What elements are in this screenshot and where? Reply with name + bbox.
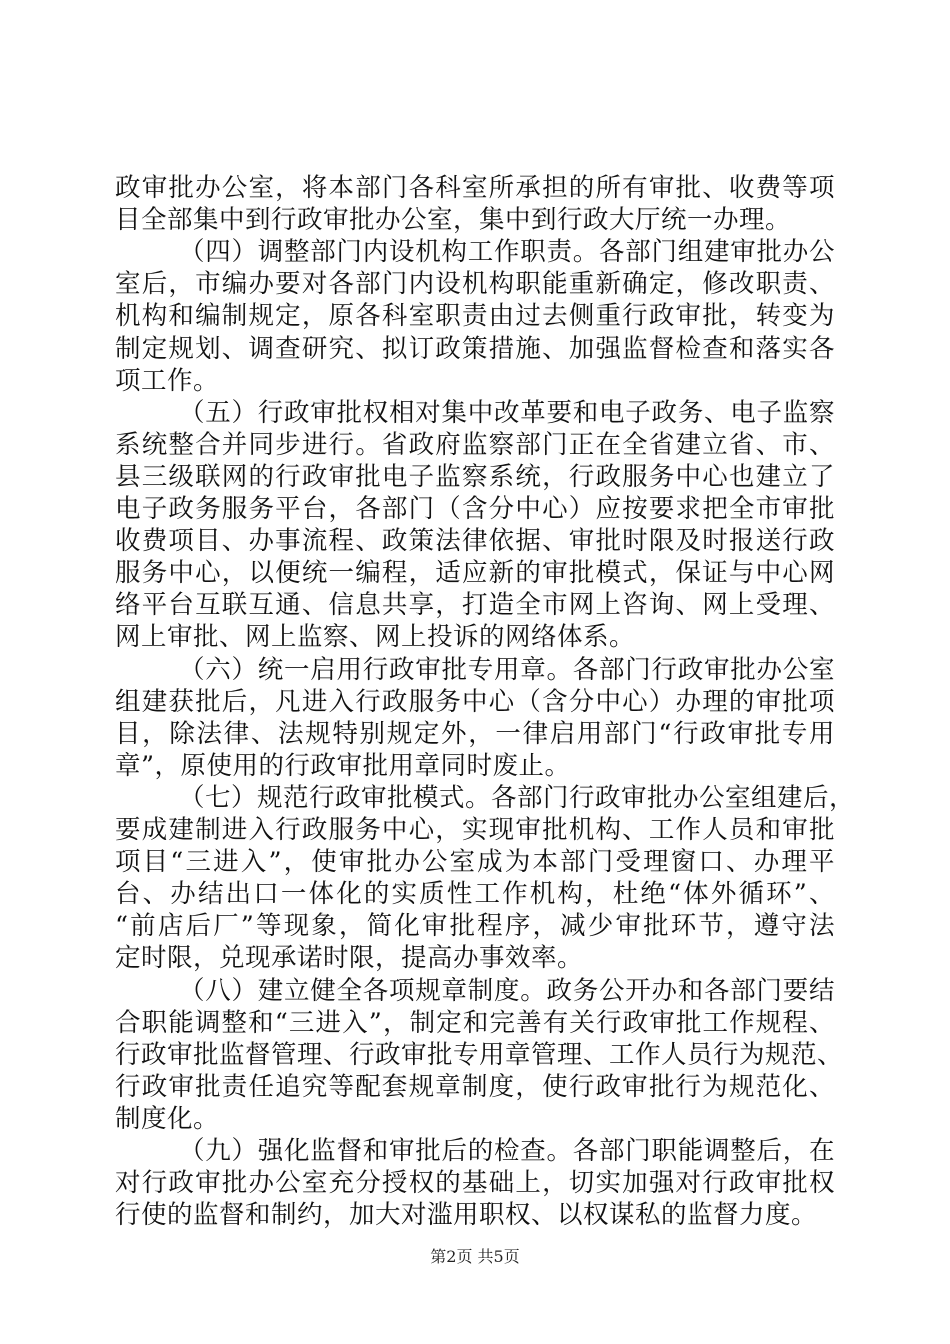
text-line: 县三级联网的行政审批电子监察系统，行政服务中心也建立了 bbox=[115, 461, 835, 492]
text-line: 对行政审批办公室充分授权的基础上，切实加强对行政审批权 bbox=[115, 1168, 835, 1199]
text-line: 制定规划、调查研究、拟订政策措施、加强监督检查和落实各 bbox=[115, 333, 835, 364]
text-line: 系统整合并同步进行。省政府监察部门正在全省建立省、市、 bbox=[115, 429, 835, 460]
text-line: （五）行政审批权相对集中改革要和电子政务、电子监察 bbox=[179, 397, 835, 428]
text-line: 行政审批责任追究等配套规章制度，使行政审批行为规范化、 bbox=[115, 1071, 835, 1102]
text-line: 行政审批监督管理、行政审批专用章管理、工作人员行为规范、 bbox=[115, 1039, 844, 1070]
text-line: （六）统一启用行政审批专用章。各部门行政审批办公室 bbox=[179, 654, 835, 685]
text-line: 项工作。 bbox=[115, 365, 220, 396]
text-line: 合职能调整和“三进入”，制定和完善有关行政审批工作规程、 bbox=[115, 1007, 835, 1038]
text-line: 项目“三进入”，使审批办公室成为本部门受理窗口、办理平 bbox=[115, 847, 835, 878]
text-line: 电子政务服务平台，各部门（含分中心）应按要求把全市审批 bbox=[115, 494, 835, 524]
text-line: 定时限，兑现承诺时限，提高办事效率。 bbox=[115, 943, 584, 974]
text-line: 机构和编制规定，原各科室职责由过去侧重行政审批，转变为 bbox=[115, 301, 835, 332]
text-line: （九）强化监督和审批后的检查。各部门职能调整后，在 bbox=[179, 1136, 835, 1166]
text-line: （八）建立健全各项规章制度。政务公开办和各部门要结 bbox=[179, 975, 835, 1006]
text-line: 室后，市编办要对各部门内设机构职能重新确定，修改职责、 bbox=[115, 269, 835, 300]
text-line: 制度化。 bbox=[115, 1103, 220, 1134]
text-line: 要成建制进入行政服务中心，实现审批机构、工作人员和审批 bbox=[115, 815, 835, 845]
text-line: 目，除法律、法规特别规定外，一律启用部门“行政审批专用 bbox=[115, 718, 835, 749]
text-line: 服务中心，以便统一编程，适应新的审批模式，保证与中心网 bbox=[115, 558, 835, 589]
page-footer: 第2页 共5页 bbox=[430, 1247, 520, 1266]
text-line: 网上审批、网上监察、网上投诉的网络体系。 bbox=[115, 622, 636, 653]
text-line: （七）规范行政审批模式。各部门行政审批办公室组建后， bbox=[179, 782, 856, 813]
text-line: 收费项目、办事流程、政策法律依据、审批时限及时报送行政 bbox=[115, 526, 835, 557]
text-line: 组建获批后，凡进入行政服务中心（含分中心）办理的审批项 bbox=[115, 686, 835, 717]
text-line: 政审批办公室，将本部门各科室所承担的所有审批、收费等项 bbox=[115, 173, 835, 203]
text-line: 目全部集中到行政审批办公室，集中到行政大厅统一办理。 bbox=[115, 205, 792, 236]
text-line: 络平台互联互通、信息共享，打造全市网上咨询、网上受理、 bbox=[115, 590, 835, 621]
text-line: （四）调整部门内设机构工作职责。各部门组建审批办公 bbox=[179, 237, 835, 268]
text-line: 台、办结出口一体化的实质性工作机构，杜绝“体外循环”、 bbox=[115, 879, 835, 910]
text-line: 章”，原使用的行政审批用章同时废止。 bbox=[115, 750, 571, 781]
text-line: 行使的监督和制约，加大对滥用职权、以权谋私的监督力度。 bbox=[115, 1200, 818, 1231]
text-line: “前店后厂”等现象，简化审批程序，减少审批环节，遵守法 bbox=[115, 911, 835, 942]
